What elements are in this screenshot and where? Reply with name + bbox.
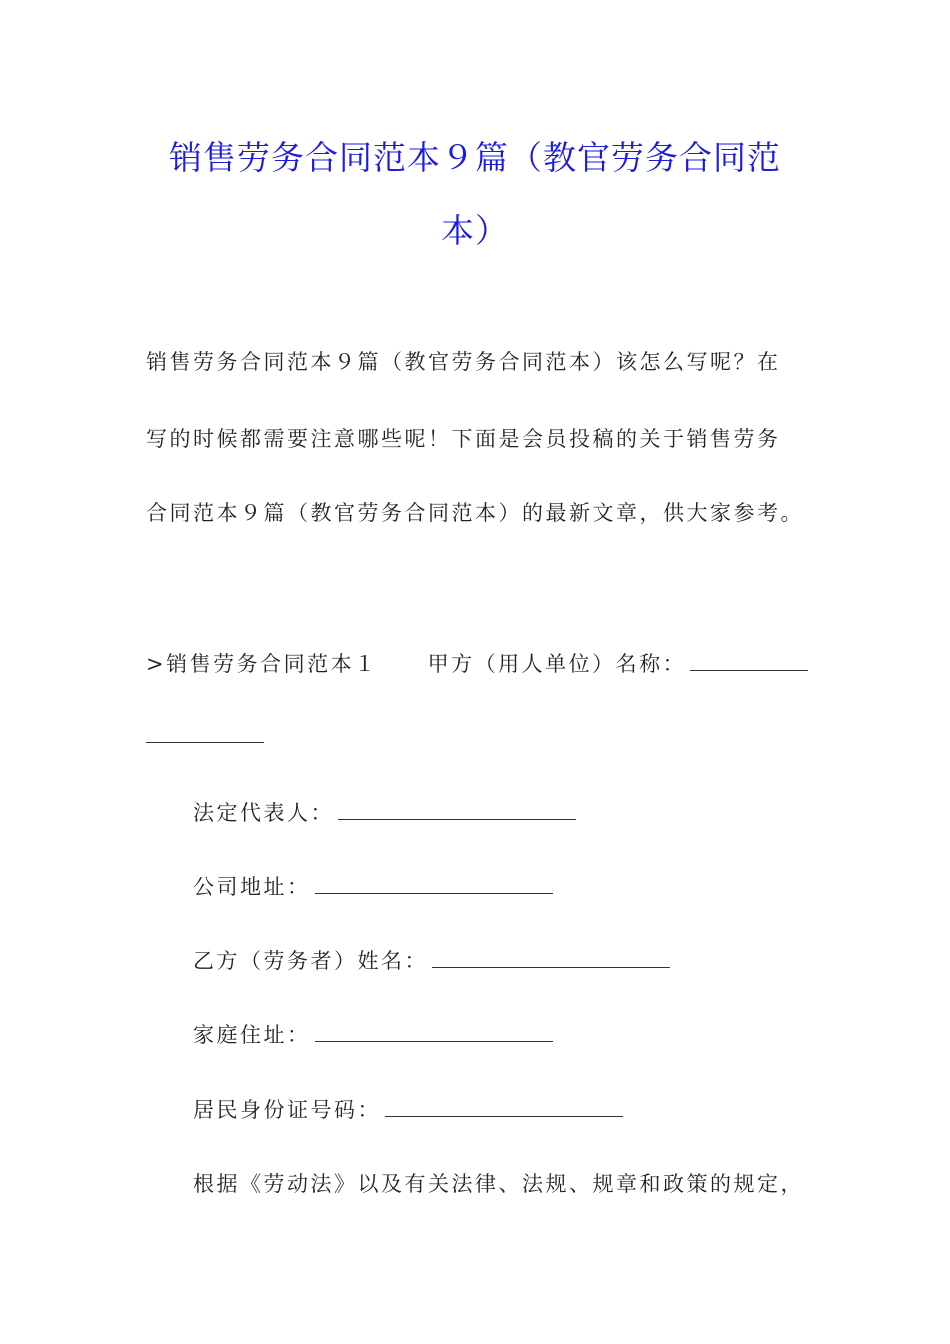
home-address-blank — [315, 1021, 553, 1042]
home-address-row — [193, 1019, 553, 1049]
party-a-name-blank-continued — [146, 722, 264, 743]
legal-rep-row — [193, 797, 576, 827]
company-address-row — [193, 871, 553, 901]
party-a-name-blank-continued-row — [146, 722, 264, 748]
intro-line-3: 合同范本９篇（教官劳务合同范本）的最新文章，供大家参考。 — [146, 501, 804, 525]
party-b-name-row — [193, 945, 670, 975]
party-a-name-label: 甲方（用人单位）名称： — [427, 652, 687, 676]
document-title-line-2: 本） — [441, 211, 509, 250]
intro-line-1: 销售劳务合同范本９篇（教官劳务合同范本）该怎么写呢？在 — [146, 350, 781, 374]
legal-rep-blank — [338, 799, 576, 820]
id-number-label: 居民身份证号码： — [193, 1098, 381, 1122]
party-b-name-blank — [432, 947, 670, 968]
id-number-row — [193, 1094, 623, 1124]
party-b-name-label: 乙方（劳务者）姓名： — [193, 949, 428, 973]
legal-rep-label: 法定代表人： — [193, 801, 334, 825]
document-title-line-1: 销售劳务合同范本９篇（教官劳务合同范 — [169, 138, 781, 177]
body-line-1: 根据《劳动法》以及有关法律、法规、规章和政策的规定， — [193, 1172, 804, 1196]
company-address-blank — [315, 873, 553, 894]
section-heading-row — [146, 648, 808, 678]
home-address-label: 家庭住址： — [193, 1023, 311, 1047]
id-number-blank — [385, 1096, 623, 1117]
company-address-label: 公司地址： — [193, 875, 311, 899]
party-a-name-blank — [690, 650, 808, 671]
section-heading: >销售劳务合同范本１ — [146, 652, 378, 676]
intro-line-2: 写的时候都需要注意哪些呢！下面是会员投稿的关于销售劳务 — [146, 427, 781, 451]
